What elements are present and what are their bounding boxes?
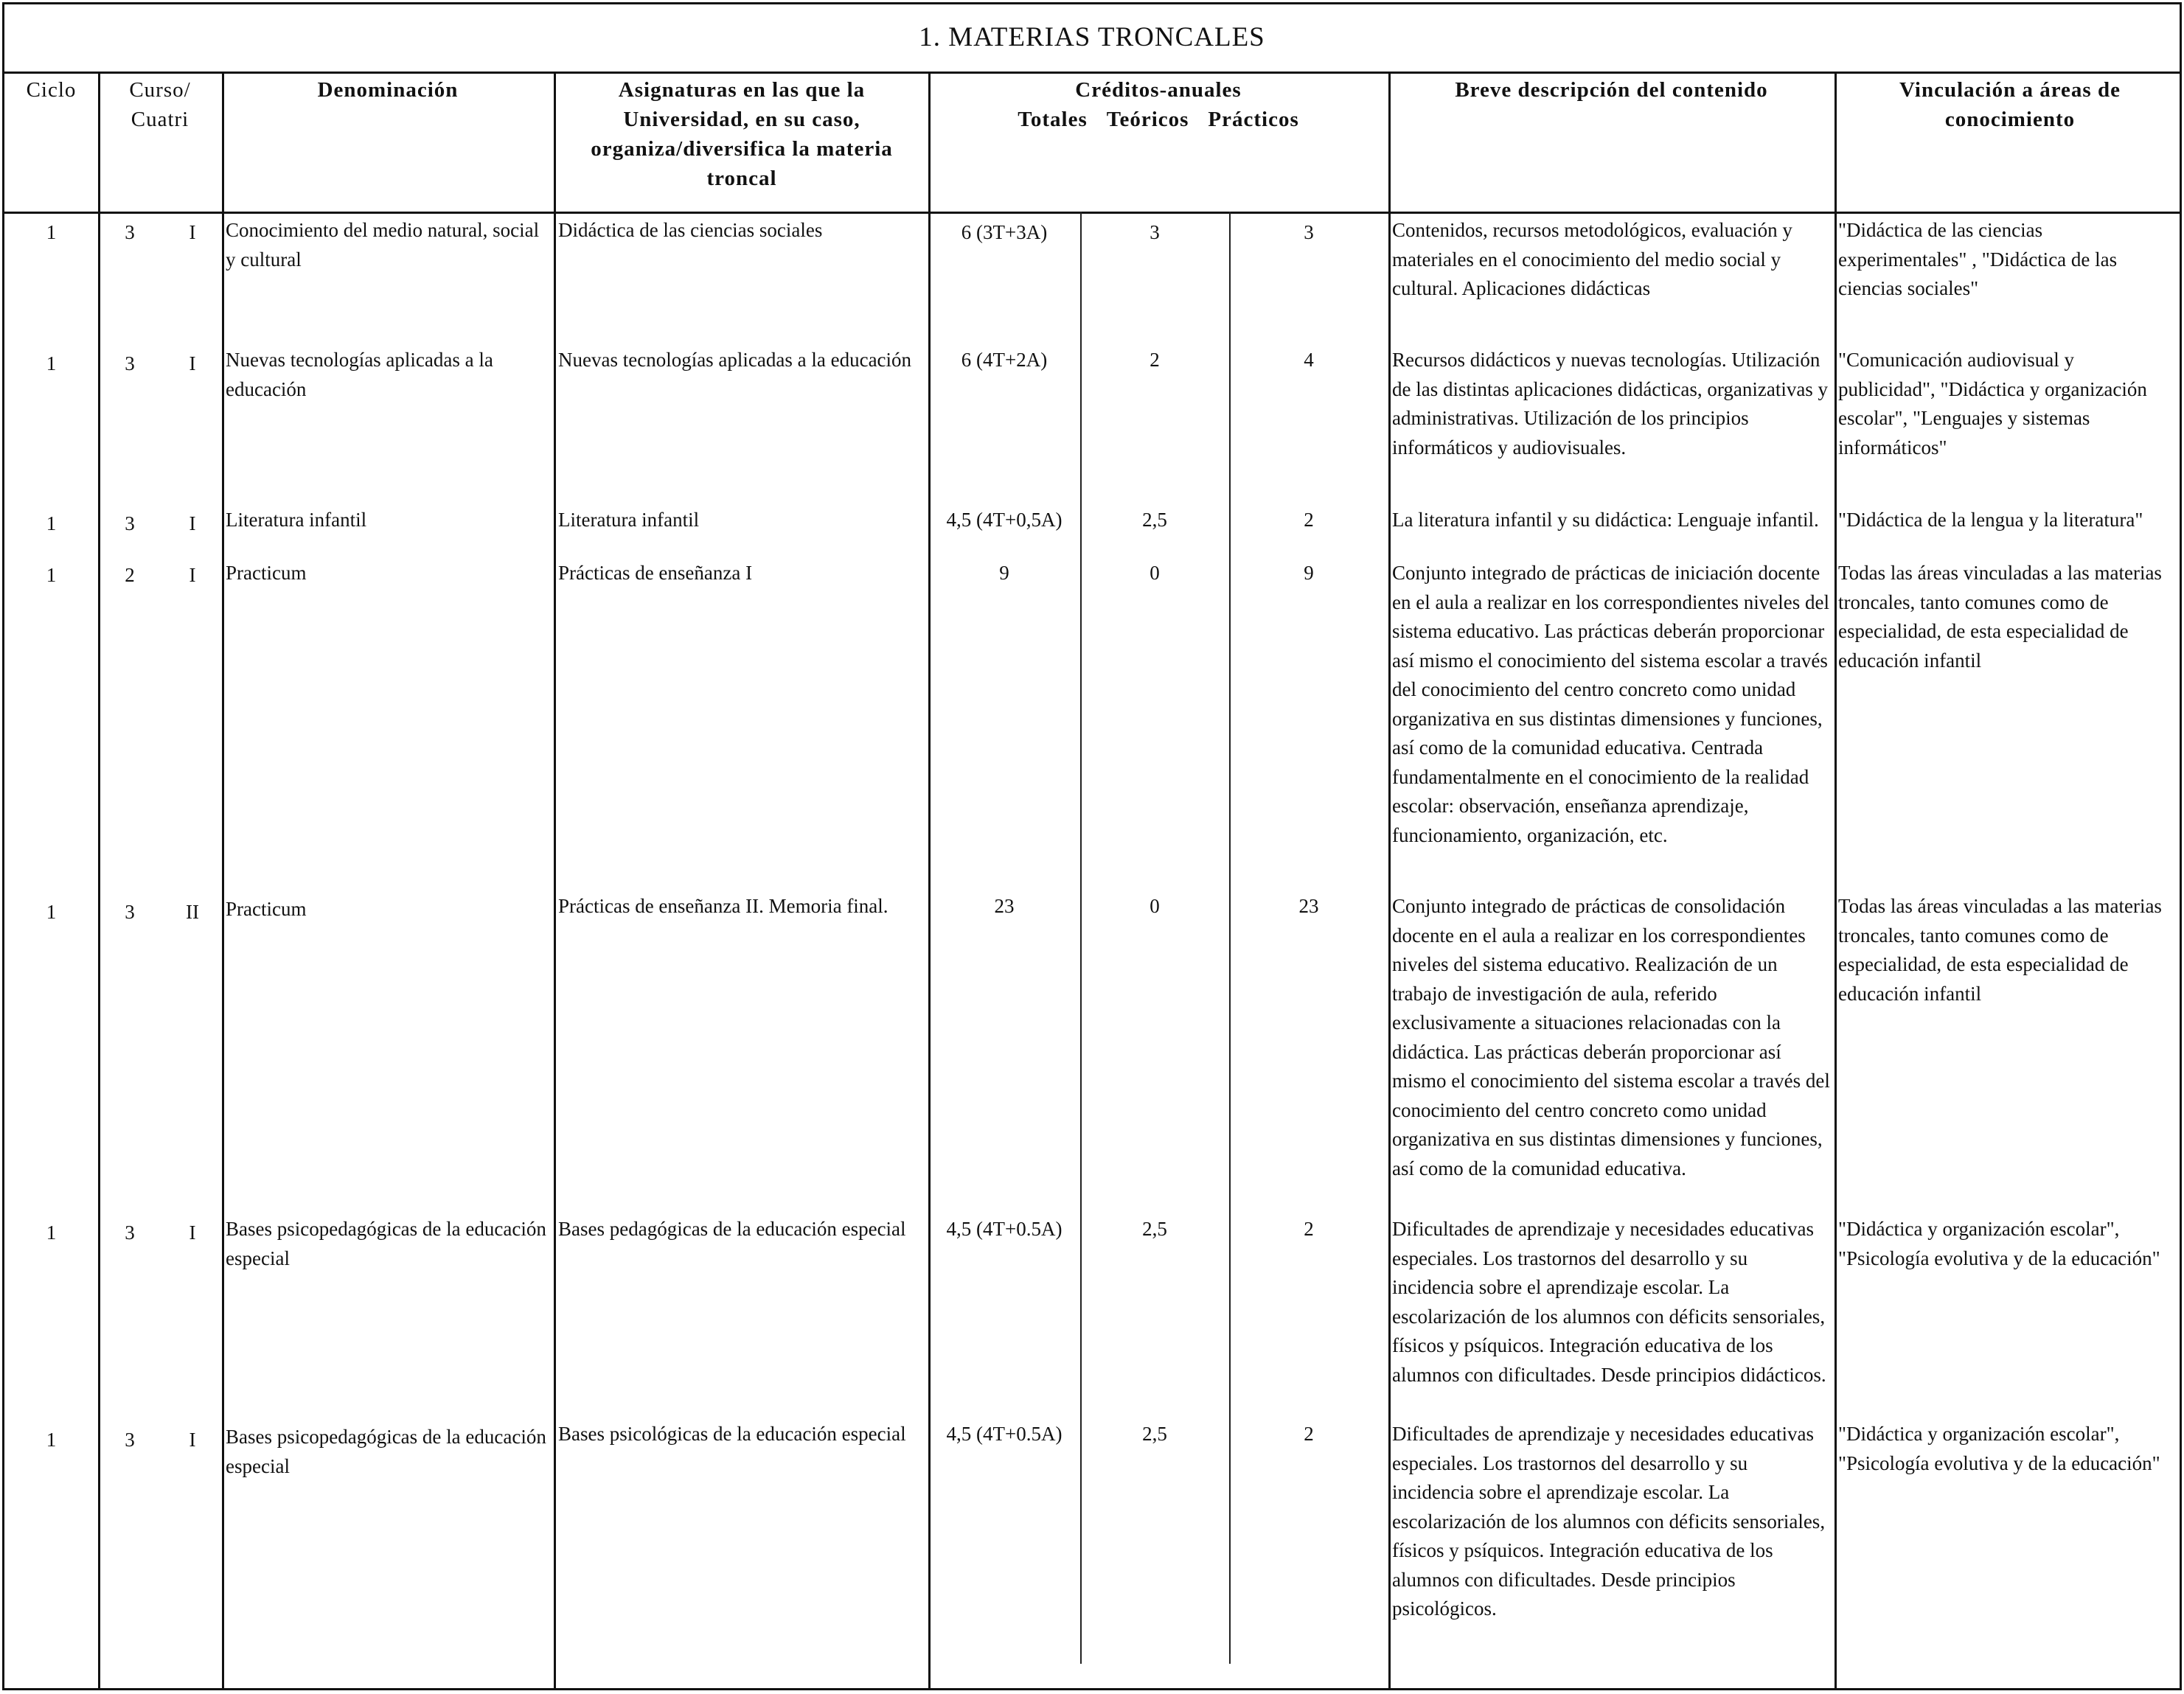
header-creditos-subcolumns	[928, 105, 1388, 134]
cell-totales: 4,5 (4T+0.5A)	[946, 1218, 1063, 1240]
document-table	[2, 2, 2182, 1690]
header-creditos	[928, 75, 1388, 134]
cell-totales: 23	[994, 895, 1015, 917]
header-totales: Totales	[1018, 108, 1088, 131]
cell-cuatri: I	[189, 1221, 196, 1244]
cell-teoricos: 2,5	[1142, 1218, 1167, 1240]
cell-cuatri: II	[186, 901, 199, 923]
cell-asignatura: Literatura infantil	[558, 509, 700, 531]
cell-curso: 3	[125, 1221, 135, 1244]
cell-cuatri: I	[189, 221, 196, 243]
cell-totales: 4,5 (4T+0.5A)	[946, 1423, 1063, 1445]
cell-curso: 2	[125, 564, 135, 586]
cell-asignatura: Prácticas de enseñanza II. Memoria final.	[558, 895, 888, 917]
cell-asignatura: Didáctica de las ciencias sociales	[558, 219, 823, 241]
cell-cuatri: I	[189, 352, 196, 374]
cell-practicos: 2	[1304, 509, 1314, 531]
cell-descripcion: Conjunto integrado de prácticas de consolidación docente en el aula a realizar en los correspondientes niveles del sistema educativo. Realización de un trabajo de investigación de aula, referido exclusivamente a situaciones relacionadas con la didáctica. Las prácticas deberán proporcionar así mismo el conocimiento del sistema escolar a través del conocimiento del centro concreto como unidad organizativa en sus distintas dimensiones y funciones, así como de la comunidad educativa.	[1392, 895, 1830, 1179]
cell-curso: 3	[125, 512, 135, 534]
cell-teoricos: 0	[1150, 562, 1160, 584]
header-vinculacion: Vinculación a áreas de conocimiento	[1899, 78, 2121, 131]
header-cuatri: Cuatri	[131, 108, 189, 131]
column-divider	[222, 74, 224, 1688]
cell-denominacion: Nuevas tecnologías aplicadas a la educación	[226, 349, 493, 400]
cell-practicos: 4	[1304, 349, 1314, 371]
cell-totales: 6 (4T+2A)	[961, 349, 1048, 371]
cell-denominacion: Practicum	[226, 898, 307, 920]
cell-ciclo: 1	[46, 564, 57, 586]
header-teoricos: Teóricos	[1106, 108, 1189, 131]
cell-teoricos: 2,5	[1142, 509, 1167, 531]
cell-asignatura: Prácticas de enseñanza I	[558, 562, 753, 584]
cell-asignatura: Nuevas tecnologías aplicadas a la educación	[558, 349, 912, 371]
cell-teoricos: 2	[1150, 349, 1160, 371]
header-curso-cuatri	[98, 75, 222, 134]
cell-asignatura: Bases psicológicas de la educación especial	[558, 1423, 906, 1445]
cell-ciclo: 1	[46, 352, 57, 374]
cell-vinculacion: "Didáctica y organización escolar", "Psicología evolutiva y de la educación"	[1838, 1218, 2160, 1269]
cell-practicos: 3	[1304, 221, 1314, 243]
cell-cuatri: I	[189, 512, 196, 534]
cell-descripcion: Dificultades de aprendizaje y necesidades educativas especiales. Los trastornos del desarrollo y su incidencia sobre el aprendizaje escolar. La escolarización de los alumnos con déficits sensoriales, físicos y psíquicos. Integración educativa de los alumnos con dificultades. Desde principios didácticos.	[1392, 1218, 1826, 1386]
column-divider	[1835, 74, 1837, 1688]
cell-cuatri: I	[189, 564, 196, 586]
cell-asignatura: Bases pedagógicas de la educación especial	[558, 1218, 906, 1240]
cell-totales: 6 (3T+3A)	[961, 221, 1048, 243]
cell-totales: 4,5 (4T+0,5A)	[946, 509, 1063, 531]
cell-vinculacion: Todas las áreas vinculadas a las materias troncales, tanto comunes como de especialidad, de esta especialidad de educación infantil	[1838, 562, 2162, 672]
cell-teoricos: 3	[1150, 221, 1160, 243]
header-divider	[4, 212, 2180, 214]
cell-descripcion: La literatura infantil y su didáctica: Lenguaje infantil.	[1392, 509, 1819, 531]
header-denominacion: Denominación	[317, 78, 459, 102]
column-divider	[554, 74, 556, 1688]
cell-curso: 3	[125, 1429, 135, 1451]
cell-denominacion: Literatura infantil	[226, 509, 367, 531]
cell-teoricos: 2,5	[1142, 1423, 1167, 1445]
cell-teoricos: 0	[1150, 895, 1160, 917]
cell-denominacion: Bases psicopedagógicas de la educación especial	[226, 1218, 546, 1269]
cell-vinculacion: "Didáctica de la lengua y la literatura"	[1838, 509, 2143, 531]
cell-descripcion: Conjunto integrado de prácticas de iniciación docente en el aula a realizar en los correspondientes niveles del sistema educativo. Las prácticas deberán proporcionar así mismo el conocimiento del sistema escolar a través del conocimiento del centro concreto como unidad organizativa en sus distintas dimensiones y funciones, así como de la comunidad educativa. Centrada fundamentalmente en el conocimiento de la realidad escolar: observación, enseñanza aprendizaje, funcionamiento, organización, etc.	[1392, 562, 1829, 846]
cell-vinculacion: "Didáctica de las ciencias experimentales" , "Didáctica de las ciencias sociales"	[1838, 219, 2118, 299]
header-practicos: Prácticos	[1208, 108, 1299, 131]
cell-practicos: 23	[1298, 895, 1319, 917]
cell-cuatri: I	[189, 1429, 196, 1451]
header-curso: Curso/	[129, 78, 191, 102]
cell-ciclo: 1	[46, 1221, 57, 1244]
cell-denominacion: Bases psicopedagógicas de la educación especial	[226, 1426, 546, 1477]
cell-ciclo: 1	[46, 1429, 57, 1451]
cell-vinculacion: "Didáctica y organización escolar", "Psicología evolutiva y de la educación"	[1838, 1423, 2160, 1474]
header-descripcion: Breve descripción del contenido	[1455, 78, 1768, 102]
cell-vinculacion: "Comunicación audiovisual y publicidad", "Didáctica y organización escolar", "Lenguajes y sistemas informáticos"	[1838, 349, 2147, 459]
cell-descripcion: Dificultades de aprendizaje y necesidades educativas especiales. Los trastornos del desarrollo y su incidencia sobre el aprendizaje escolar. La escolarización de los alumnos con déficits sensoriales, físicos y psíquicos. Integración educativa de los alumnos con dificultades. Desde principios psicológicos.	[1392, 1423, 1826, 1620]
header-ciclo: Ciclo	[26, 78, 77, 102]
cell-ciclo: 1	[46, 901, 57, 923]
cell-vinculacion: Todas las áreas vinculadas a las materias troncales, tanto comunes como de especialidad, de esta especialidad de educación infantil	[1838, 895, 2162, 1005]
cell-practicos: 2	[1304, 1218, 1314, 1240]
cell-practicos: 2	[1304, 1423, 1314, 1445]
column-divider	[98, 74, 100, 1688]
cell-curso: 3	[125, 221, 135, 243]
cell-totales: 9	[999, 562, 1009, 584]
cell-practicos: 9	[1304, 562, 1314, 584]
cell-curso: 3	[125, 901, 135, 923]
header-creditos-anuales: Créditos-anuales	[1075, 78, 1242, 102]
header-asignaturas: Asignaturas en las que la Universidad, en su caso, organiza/diversifica la materia troncal	[591, 78, 893, 190]
cell-denominacion: Practicum	[226, 562, 307, 584]
cell-descripcion: Recursos didácticos y nuevas tecnologías. Utilización de las distintas aplicaciones didácticas, organizativas y administrativas. Utilización de los principios informáticos y audiovisuales.	[1392, 349, 1829, 459]
cell-ciclo: 1	[46, 221, 57, 243]
cell-ciclo: 1	[46, 512, 57, 534]
cell-denominacion: Conocimiento del medio natural, social y cultural	[226, 219, 540, 271]
cell-descripcion: Contenidos, recursos metodológicos, evaluación y materiales en el conocimiento del medio social y cultural. Aplicaciones didácticas	[1392, 219, 1792, 299]
cell-curso: 3	[125, 352, 135, 374]
column-divider	[1388, 74, 1391, 1688]
page-title: 1. MATERIAS TRONCALES	[4, 4, 2180, 74]
